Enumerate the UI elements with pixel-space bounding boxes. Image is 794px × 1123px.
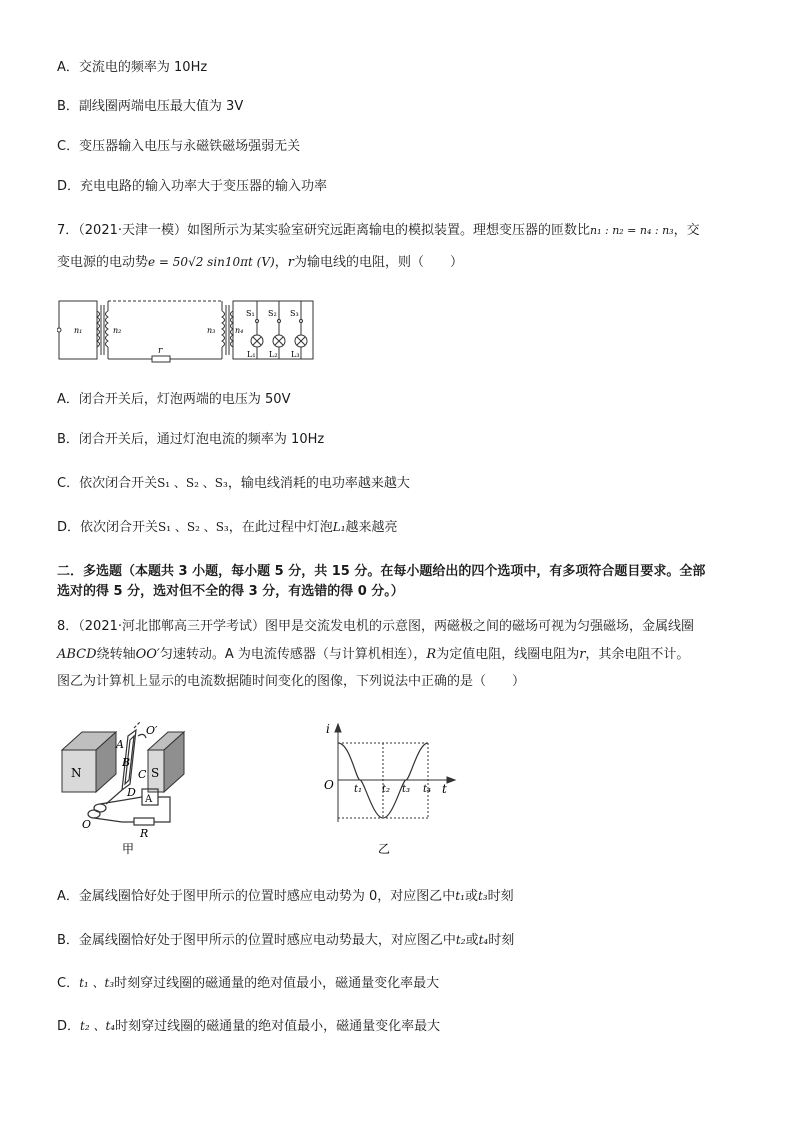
q8-option-b-text-a: B．金属线圈恰好处于图甲所示的位置时感应电动势最大，对应图乙中 (57, 933, 456, 948)
q8-fig-jia-b-label: B (122, 756, 131, 769)
q8-fig-jia-c-label: C (138, 768, 147, 781)
q7-label-l3: L₃ (291, 350, 300, 359)
q6-option-a: A．交流电的频率为 10Hz (57, 60, 208, 75)
q8-option-a-text-a: A．金属线圈恰好处于图甲所示的位置时感应电动势为 0，对应图乙中 (57, 889, 456, 904)
q8-option-a (57, 887, 514, 906)
q7-emf-formula: e = 50√2 sin10πt (V) (148, 255, 275, 269)
section2-header-line2: 选对的得 5 分，选对但不全的得 3 分，有选错的得 0 分。） (57, 584, 404, 599)
q8-option-d-times: t₂ 、t₄ (80, 1019, 116, 1033)
q7-label-n1: n₁ (74, 326, 83, 335)
q8-option-b-t4: t₄ (478, 933, 489, 947)
q8-stem-line1: 8．（2021·河北邯郸高三开学考试）图甲是交流发电机的示意图，两磁极之间的磁场可视为匀强磁场，金属线圈 (57, 619, 694, 634)
q8-option-d-text-a: D． (57, 1019, 81, 1034)
q7-circuit-diagram (57, 295, 327, 367)
q7-label-s2: S₂ (268, 309, 277, 318)
q8-graph-t-label: t (442, 782, 447, 796)
q8-fig-jia-a-label: A (116, 738, 124, 751)
q7-label-n4: n₄ (235, 326, 244, 335)
q7-option-c (57, 474, 410, 493)
q8-option-c-text-a: C． (57, 976, 80, 991)
q8-stem-text-c: 为定值电阻，线圈电阻为 (436, 647, 580, 662)
q8-graph-t3-label: t₃ (402, 784, 411, 795)
q7-option-d-text-c: 越来越亮 (345, 520, 398, 535)
q7-option-b: B．闭合开关后，通过灯泡电流的频率为 10Hz (57, 432, 325, 447)
q7-stem-text-c: 为输电线的电阻，则（ ） (293, 255, 463, 270)
q7-option-d-lamp: L₁ (332, 520, 346, 534)
q8-option-c (57, 974, 439, 993)
q8-fig-jia-o-label: O (82, 818, 92, 831)
q8-axis-label: OO′ (135, 647, 160, 662)
q8-option-a-text-b: 时刻 (487, 889, 514, 904)
q8-current-graph (318, 718, 460, 858)
q8-option-b-or: 或 (465, 933, 479, 948)
q8-generator-figure (60, 722, 200, 857)
q8-option-b-text-b: 时刻 (488, 933, 515, 948)
q7-r-symbol: r (287, 255, 294, 270)
q7-label-r: r (158, 346, 163, 356)
q7-label-l2: L₂ (269, 350, 278, 359)
q8-fig-jia-s-label: S (151, 766, 160, 780)
q8-graph-i-label: i (326, 722, 330, 736)
q7-turns-ratio: n₁ : n₂ = n₄ : n₃ (590, 224, 674, 237)
q7-label-n3: n₃ (207, 326, 216, 335)
q7-stem-text-a: 7．（2021·天津一模）如图所示为某实验室研究远距离输电的模拟装置。理想变压器的匝数比 (57, 223, 590, 238)
q7-comma: ， (274, 255, 288, 270)
q8-fig-jia-d-label: D (127, 786, 136, 799)
q8-fig-jia-oprime-label: O′ (146, 724, 158, 737)
q8-option-b-t2: t₂ (455, 933, 466, 947)
q7-label-n2: n₂ (113, 326, 122, 335)
q8-fig-yi-caption: 乙 (378, 842, 391, 856)
q7-option-d (57, 518, 398, 537)
q8-option-b (57, 931, 514, 950)
q7-label-s3: S₃ (290, 309, 299, 318)
q7-option-c-text-b: ，输电线消耗的电功率越来越大 (227, 476, 410, 491)
q8-stem-line2 (57, 646, 689, 664)
q7-label-l1: L₁ (247, 350, 256, 359)
section2-header-line1: 二．多选题（本题共 3 小题，每小题 5 分，共 15 分。在每小题给出的四个选项中，有多项符合题目要求。全部 (57, 564, 706, 579)
q7-stem-text-b: ，交 (673, 223, 700, 238)
q7-stem-line1 (57, 222, 700, 240)
q8-r-symbol: r (579, 647, 586, 662)
q6-option-b: B．副线圈两端电压最大值为 3V (57, 99, 244, 114)
q7-emf-label: 变电源的电动势 (57, 255, 149, 270)
q8-option-a-t1: t₁ (455, 889, 465, 903)
q6-option-d: D．充电电路的输入功率大于变压器的输入功率 (57, 179, 328, 194)
q8-option-a-or: 或 (464, 889, 478, 904)
q8-graph-t4-label: t₄ (423, 784, 432, 795)
q8-fig-jia-meter-label: A (145, 794, 153, 805)
q8-option-a-t3: t₃ (477, 889, 488, 903)
q8-stem-text-b: 匀速转动。A 为电流传感器（与计算机相连）， (159, 647, 427, 662)
q8-option-c-text-b: 时刻穿过线圈的磁通量的绝对值最小，磁通量变化率最大 (114, 976, 440, 991)
q8-option-c-times: t₁ 、t₃ (79, 976, 115, 990)
q7-stem-line2 (57, 253, 463, 272)
q8-fig-jia-caption: 甲 (122, 842, 135, 856)
q8-R-symbol: R (426, 647, 437, 662)
q8-graph-t2-label: t₂ (382, 784, 391, 795)
q8-fig-jia-n-label: N (71, 766, 82, 780)
q7-option-c-switches: S₁ 、S₂ 、S₃ (157, 476, 228, 490)
q8-graph-t1-label: t₁ (354, 784, 363, 795)
q8-option-d (57, 1017, 440, 1036)
q8-graph-o-label: O (324, 778, 334, 792)
q8-coil-label: ABCD (57, 647, 97, 662)
q6-option-c: C．变压器输入电压与永磁铁磁场强弱无关 (57, 139, 301, 154)
q8-option-d-text-b: 时刻穿过线圈的磁通量的绝对值最小，磁通量变化率最大 (115, 1019, 441, 1034)
q7-label-s1: S₁ (246, 309, 255, 318)
q7-option-c-text-a: C．依次闭合开关 (57, 476, 158, 491)
q7-option-d-text-b: ，在此过程中灯泡 (228, 520, 333, 535)
q8-fig-jia-r-label: R (140, 827, 149, 840)
q8-stem-text-d: ，其余电阻不计。 (585, 647, 690, 662)
q7-option-d-text-a: D．依次闭合开关 (57, 520, 159, 535)
q7-option-a: A．闭合开关后，灯泡两端的电压为 50V (57, 392, 291, 407)
q8-stem-line3: 图乙为计算机上显示的电流数据随时间变化的图像，下列说法中正确的是（ ） (57, 674, 526, 689)
q7-option-d-switches: S₁ 、S₂ 、S₃ (158, 520, 229, 534)
q8-stem-text-a: 绕转轴 (96, 647, 136, 662)
